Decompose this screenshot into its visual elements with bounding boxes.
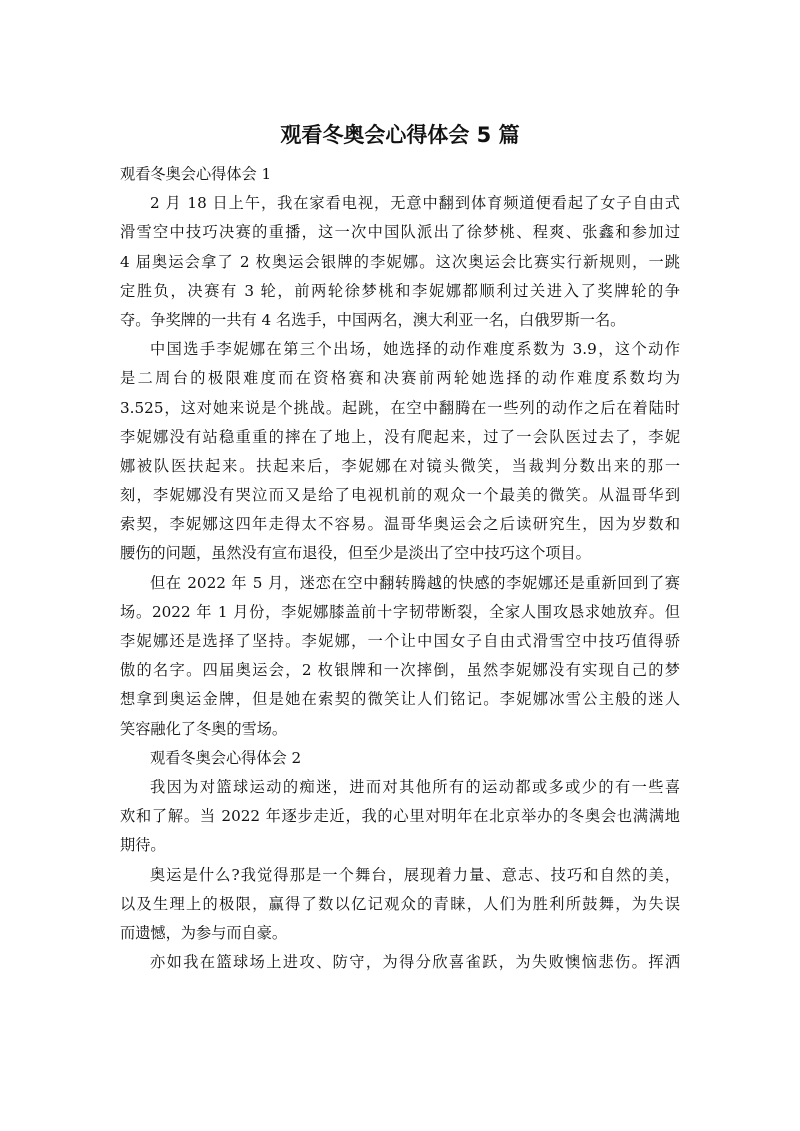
paragraph-line: 刻，李妮娜没有哭泣而又是给了电视机前的观众一个最美的微笑。从温哥华到 <box>120 486 680 505</box>
paragraph-line: 定胜负，决赛有 3 轮，前两轮徐梦桃和李妮娜都顺利过关进入了奖牌轮的争 <box>120 281 680 300</box>
paragraph-line: 李妮娜还是选择了坚持。李妮娜，一个让中国女子自由式滑雪空中技巧值得骄 <box>120 632 680 650</box>
paragraph-line: 中国选手李妮娜在第三个出场，她选择的动作难度系数为 3.9，这个动作 <box>150 340 680 359</box>
paragraph-line: 期待。 <box>120 836 166 855</box>
document-title: 观看冬奥会心得体会 5 篇 <box>280 123 520 147</box>
paragraph-line: 2 月 18 日上午，我在家看电视，无意中翻到体育频道便看起了女子自由式 <box>150 194 680 213</box>
paragraph-line: 我因为对篮球运动的痴迷，进而对其他所有的运动都或多或少的有一些喜 <box>150 777 680 796</box>
paragraph-line: 亦如我在篮球场上进攻、防守，为得分欣喜雀跃，为失败懊恼悲伤。挥洒 <box>150 953 680 972</box>
paragraph-line: 傲的名字。四届奥运会，2 枚银牌和一次摔倒，虽然李妮娜没有实现自己的梦 <box>120 661 680 680</box>
paragraph-line: 笑容融化了冬奥的雪场。 <box>120 719 288 738</box>
paragraph-line: 欢和了解。当 2022 年逐步走近，我的心里对明年在北京举办的冬奥会也满满地 <box>120 807 680 826</box>
paragraph-line: 腰伤的问题，虽然没有宣布退役，但至少是淡出了空中技巧这个项目。 <box>120 544 591 563</box>
paragraph-line: 但在 2022 年 5 月，迷恋在空中翻转腾越的快感的李妮娜还是重新回到了赛 <box>150 573 680 592</box>
paragraph-line: 而遗憾，为参与而自豪。 <box>120 923 288 942</box>
paragraph-line: 是二周台的极限难度而在资格赛和决赛前两轮她选择的动作难度系数均为 <box>120 369 680 388</box>
paragraph-line: 想拿到奥运金牌，但是她在索契的微笑让人们铭记。李妮娜冰雪公主般的迷人 <box>120 690 680 709</box>
paragraph-line: 场。2022 年 1 月份，李妮娜膝盖前十字韧带断裂，全家人围攻恳求她放弃。但 <box>120 602 680 621</box>
section-heading-2: 观看冬奥会心得体会 2 <box>150 748 302 767</box>
paragraph-line: 奥运是什么?我觉得那是一个舞台，展现着力量、意志、技巧和自然的美， <box>150 865 680 884</box>
paragraph-line: 3.525，这对她来说是个挑战。起跳，在空中翻腾在一些列的动作之后在着陆时 <box>120 398 680 417</box>
paragraph-line: 以及生理上的极限，赢得了数以亿记观众的青睐，人们为胜利所鼓舞，为失误 <box>120 894 680 913</box>
paragraph-line: 滑雪空中技巧决赛的重播，这一次中国队派出了徐梦桃、程爽、张鑫和参加过 <box>120 223 680 242</box>
section-heading-1: 观看冬奥会心得体会 1 <box>120 165 272 183</box>
paragraph-line: 4 届奥运会拿了 2 枚奥运会银牌的李妮娜。这次奥运会比赛实行新规则，一跳 <box>120 252 680 271</box>
paragraph-line: 李妮娜没有站稳重重的摔在了地上，没有爬起来，过了一会队医过去了，李妮 <box>120 427 680 446</box>
paragraph-line: 娜被队医扶起来。扶起来后，李妮娜在对镜头微笑，当裁判分数出来的那一 <box>120 456 680 475</box>
paragraph-line: 索契，李妮娜这四年走得太不容易。温哥华奥运会之后读研究生，因为岁数和 <box>120 515 680 534</box>
document-body <box>120 160 680 977</box>
paragraph-line: 夺。争奖牌的一共有 4 名选手，中国两名，澳大利亚一名，白俄罗斯一名。 <box>120 310 626 329</box>
